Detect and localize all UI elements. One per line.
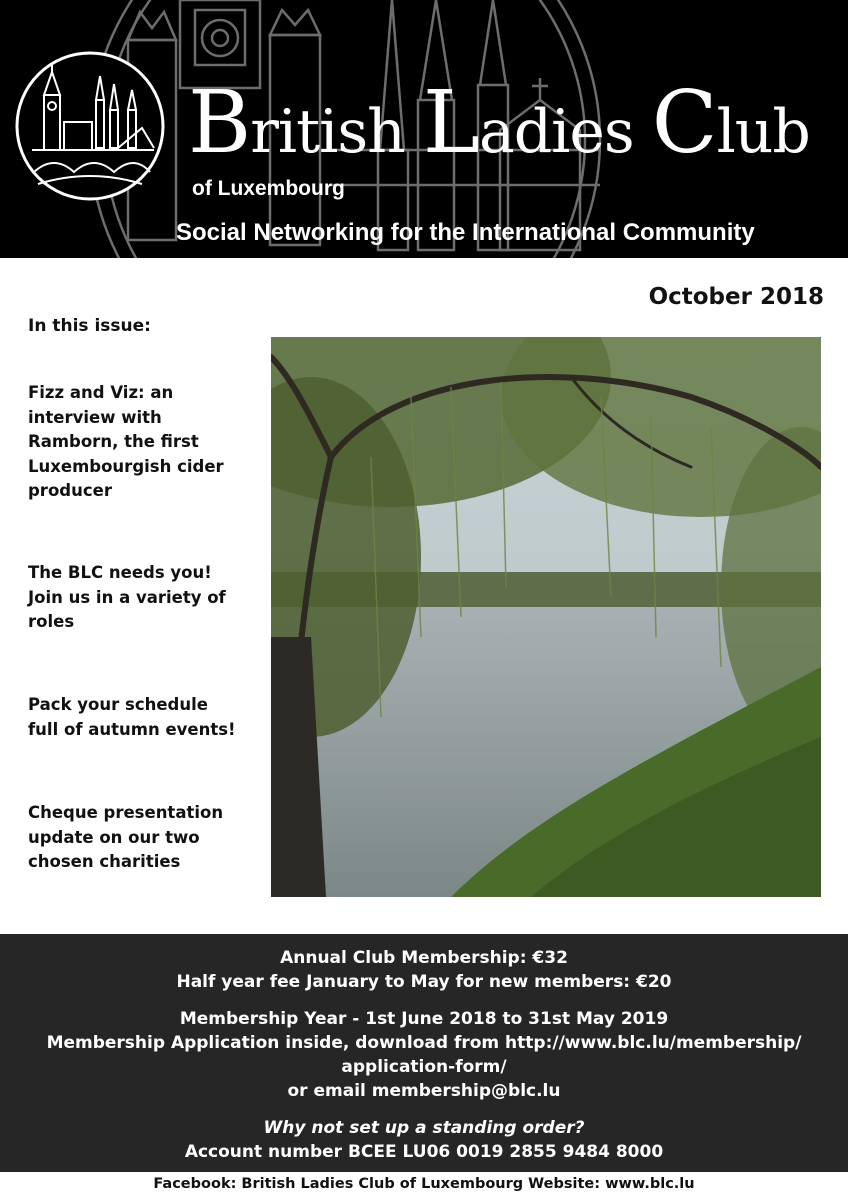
issue-item-volunteer-roles: The BLC needs you! Join us in a variety of roles [28,563,226,631]
footer-contact: Facebook: British Ladies Club of Luxembourg Website: www.blc.lu [153,1176,695,1192]
issue-item-cheque-presentation: Cheque presentation update on our two chosen charities [28,803,224,871]
issue-date: October 2018 [648,284,824,310]
title-initial-l: L [422,73,479,173]
membership-year: Membership Year - 1st June 2018 to 31st May 2019 [179,1009,669,1029]
club-title [188,73,810,173]
issue-item-autumn-events: Pack your schedule full of autumn events! [28,695,236,739]
title-word-british: ritish [250,97,423,167]
club-subtitle: of Luxembourg [192,177,345,200]
application-link-line1[interactable]: Membership Application inside, download from http://www.blc.lu/membership/ [46,1033,802,1053]
club-tagline: Social Networking for the International Community [176,219,755,246]
standing-order-prompt: Why not set up a standing order? [263,1118,585,1138]
application-link-line2[interactable]: application-form/ [341,1057,507,1077]
half-year-fee: Half year fee January to May for new members: €20 [176,972,672,992]
title-word-ladies: adies [479,97,652,167]
title-initial-b: B [188,73,251,173]
issue-item-cider-interview: Fizz and Viz: an interview with Ramborn, the first Luxembourgish cider producer [28,383,224,500]
membership-email[interactable]: or email membership@blc.lu [287,1081,561,1101]
membership-info-panel [0,934,848,1172]
title-word-club: lub [716,97,810,167]
bank-account-number: Account number BCEE LU06 0019 2855 9484 8000 [184,1142,664,1162]
masthead [0,0,848,258]
river-willow-photo [271,337,821,897]
in-this-issue-heading: In this issue: [28,316,151,336]
city-skyline-logo-icon [14,50,166,202]
annual-fee: Annual Club Membership: €32 [280,948,568,968]
title-initial-c: C [651,73,717,173]
